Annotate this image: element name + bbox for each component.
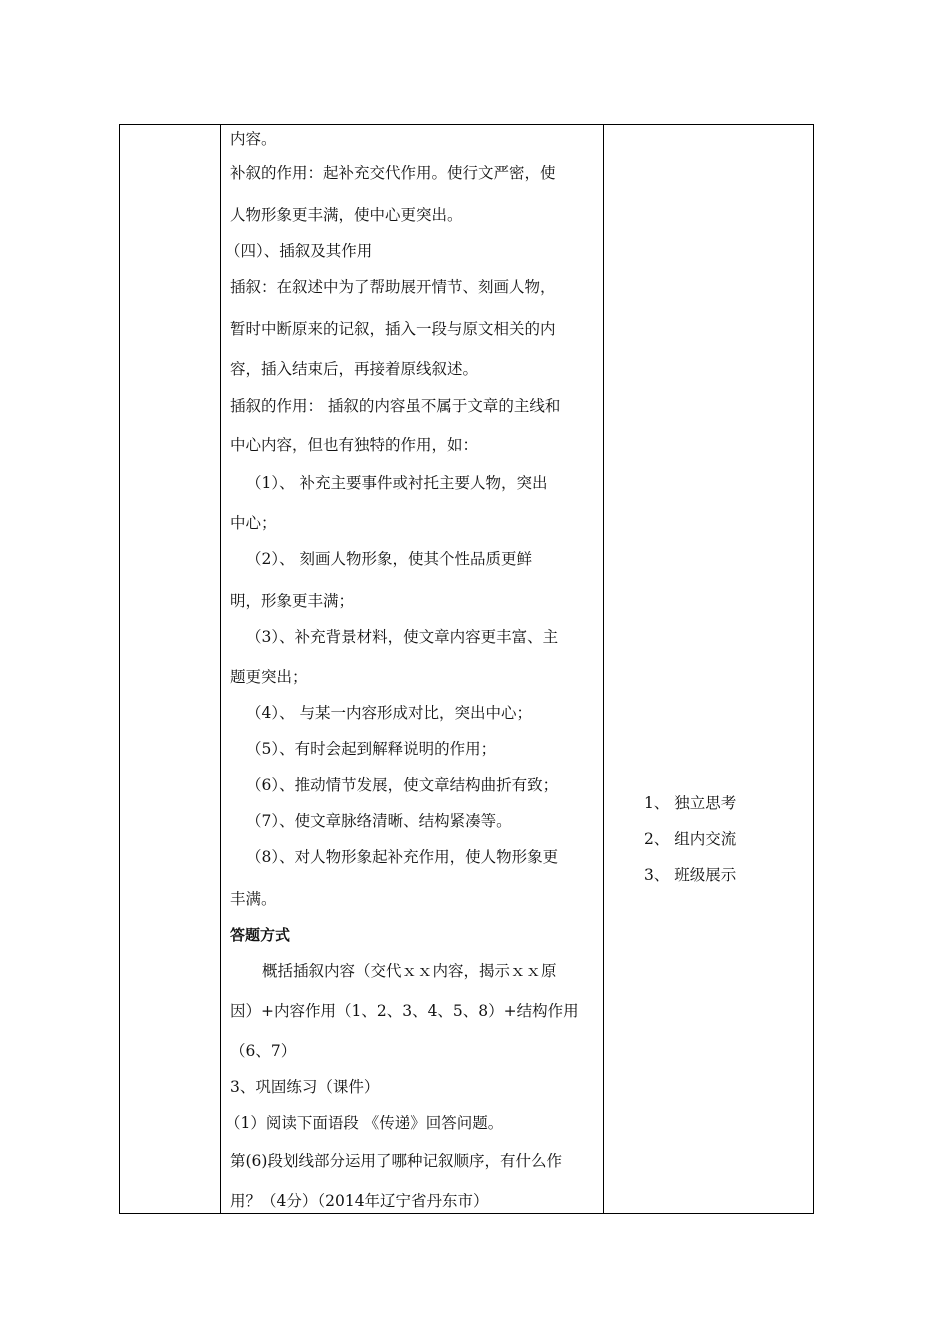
text-line: 3、巩固练习（课件） [230,1078,380,1096]
activity-item: 2、 组内交流 [644,830,737,848]
text-line: 中心； [230,514,277,532]
text-line: 丰满。 [230,890,277,908]
table-column-left [120,125,221,1213]
text-line: 题更突出； [230,668,308,686]
list-item: （5）、有时会起到解释说明的作用； [246,740,497,758]
list-item: （7）、使文章脉络清晰、结构紧凑等。 [246,812,512,830]
text-line: 插叙的作用： 插叙的内容虽不属于文章的主线和 [230,397,561,415]
text-line: 概括插叙内容（交代ｘｘ内容，揭示ｘｘ原 [262,962,557,980]
list-item: （1）、 补充主要事件或衬托主要人物，突出 [246,474,548,492]
text-line: 补叙的作用：起补充交代作用。使行文严密，使 [230,164,556,182]
list-item: （4）、 与某一内容形成对比，突出中心； [246,704,533,722]
text-line: （1）阅读下面语段 《传递》回答问题。 [225,1114,504,1132]
text-line: 中心内容，但也有独特的作用，如： [230,436,479,454]
activity-item: 3、 班级展示 [644,866,737,884]
table-column-activities [604,125,813,1213]
list-item: （6）、推动情节发展，使文章结构曲折有致； [246,776,559,794]
list-item: （2）、 刻画人物形象，使其个性品质更鲜 [246,550,533,568]
text-line: 因）+内容作用（1、2、3、4、5、8）+结构作用 [230,1002,579,1020]
text-line: 人物形象更丰满，使中心更突出。 [230,206,463,224]
table-column-content [220,125,604,1213]
activity-item: 1、 独立思考 [644,794,737,812]
text-line: 内容。 [230,130,277,148]
text-line: 容，插入结束后，再接着原线叙述。 [230,360,479,378]
list-item: （3）、补充背景材料，使文章内容更丰富、主 [246,628,559,646]
text-line: 暂时中断原来的记叙，插入一段与原文相关的内 [230,320,556,338]
text-line: 第(6)段划线部分运用了哪种记叙顺序，有什么作 [230,1152,562,1170]
text-line: （6、7） [230,1042,297,1060]
text-line: 明，形象更丰满； [230,592,355,610]
text-line: 用？（4分）（2014年辽宁省丹东市） [230,1192,489,1210]
text-line: 插叙：在叙述中为了帮助展开情节、刻画人物， [230,278,556,296]
list-item: （8）、对人物形象起补充作用，使人物形象更 [246,848,559,866]
section-heading: （四）、插叙及其作用 [225,242,373,260]
answer-method-heading: 答题方式 [230,926,291,944]
lesson-table [119,124,814,1214]
